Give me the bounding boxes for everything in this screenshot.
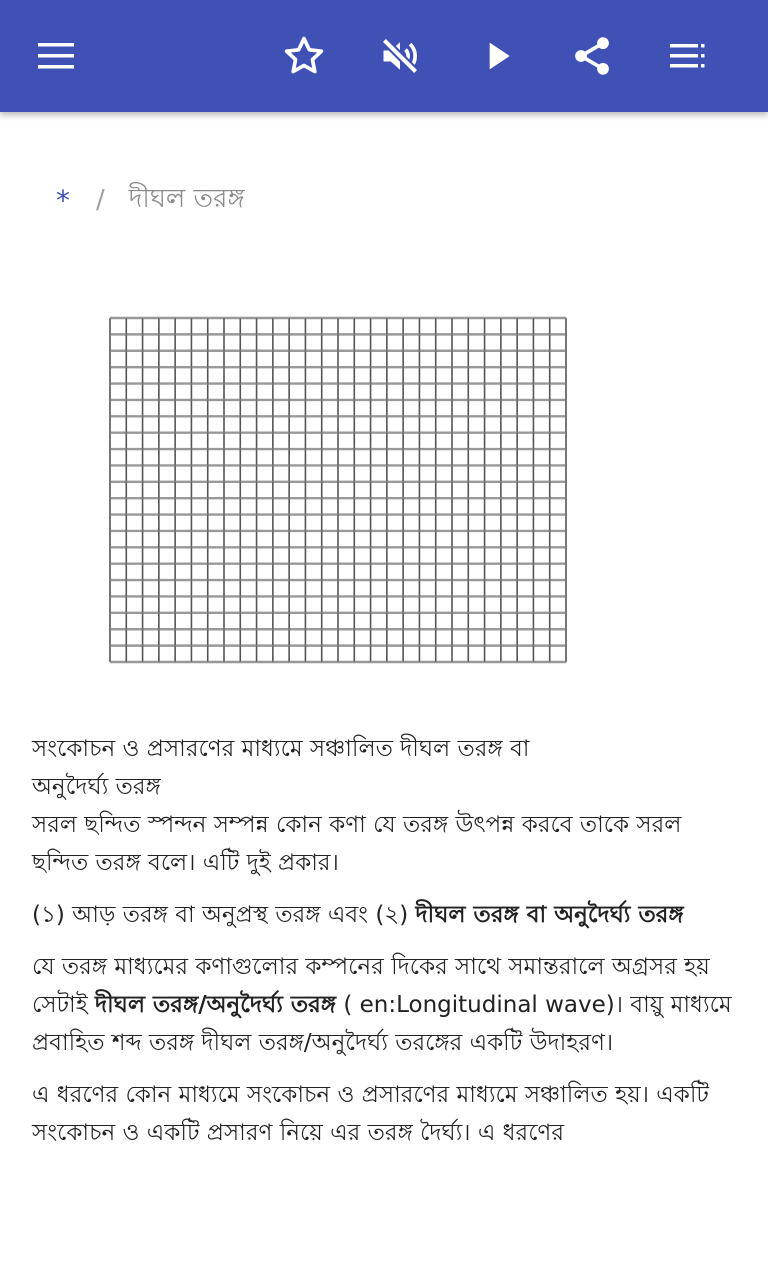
play-icon [478,36,518,76]
volume-off-icon [378,34,422,78]
play-button[interactable] [470,28,526,84]
mute-button[interactable] [372,28,428,84]
image-caption [32,730,744,882]
favorite-button[interactable] [276,28,332,84]
star-outline-icon [282,34,326,78]
list-icon [668,36,708,76]
app-toolbar [0,0,768,112]
article-image[interactable] [104,312,572,668]
longitudinal-wave-grid [104,312,572,668]
types-paragraph [32,896,744,934]
breadcrumb-home-link[interactable]: * [56,183,70,217]
compression-paragraph: এ ধরণের কোন মাধ্যমে সংকোচন ও প্রসারণের মাধ্যমে সঞ্চালিত হয়। একটি সংকোচন ও একটি প্রসারণ নিয়ে এর তরঙ্গ দৈর্ঘ্য। এ ধরণের [32,1082,709,1146]
breadcrumb-current: দীঘল তরঙ্গ [128,184,245,214]
breadcrumb-separator: / [96,185,105,215]
article-content [32,730,744,1166]
intro-paragraph: সরল ছন্দিত স্পন্দন সম্পন্ন কোন কণা যে তরঙ্গ উৎপন্ন করবে তাকে সরল ছন্দিত তরঙ্গ বলে। এটি দুই প্রকার। [32,812,682,876]
definition-text-2: ( en:Longitudinal wave)। বায়ু মাধ্যমে প্রবাহিত শব্দ তরঙ্গ দীঘল তরঙ্গ/অনুদৈর্ঘ্য তরঙ্গের একটি উদাহরণ। [32,992,732,1056]
types-bold: দীঘল তরঙ্গ বা অনুদৈর্ঘ্য তরঙ্গ [415,902,684,928]
breadcrumb [56,180,245,220]
table-of-contents-button[interactable] [660,28,716,84]
caption-line-1: সংকোচন ও প্রসারণের মাধ্যমে সঞ্চালিত দীঘল তরঙ্গ বা [32,736,530,762]
definition-paragraph [32,948,744,1062]
definition-text-1: যে তরঙ্গ মাধ্যমের কণাগুলোর কম্পনের দিকের সাথে সমান্তরালে অগ্রসর হয় সেটাই [32,954,710,1018]
share-button[interactable] [564,28,620,84]
hamburger-menu-icon [36,36,76,76]
menu-button[interactable] [28,28,84,84]
definition-bold: দীঘল তরঙ্গ/অনুদৈর্ঘ্য তরঙ্গ [95,992,337,1018]
caption-line-2: অনুদৈর্ঘ্য তরঙ্গ [32,774,161,800]
share-icon [570,34,614,78]
types-text: (১) আড় তরঙ্গ বা অনুপ্রস্থ তরঙ্গ এবং (২) [32,902,416,928]
